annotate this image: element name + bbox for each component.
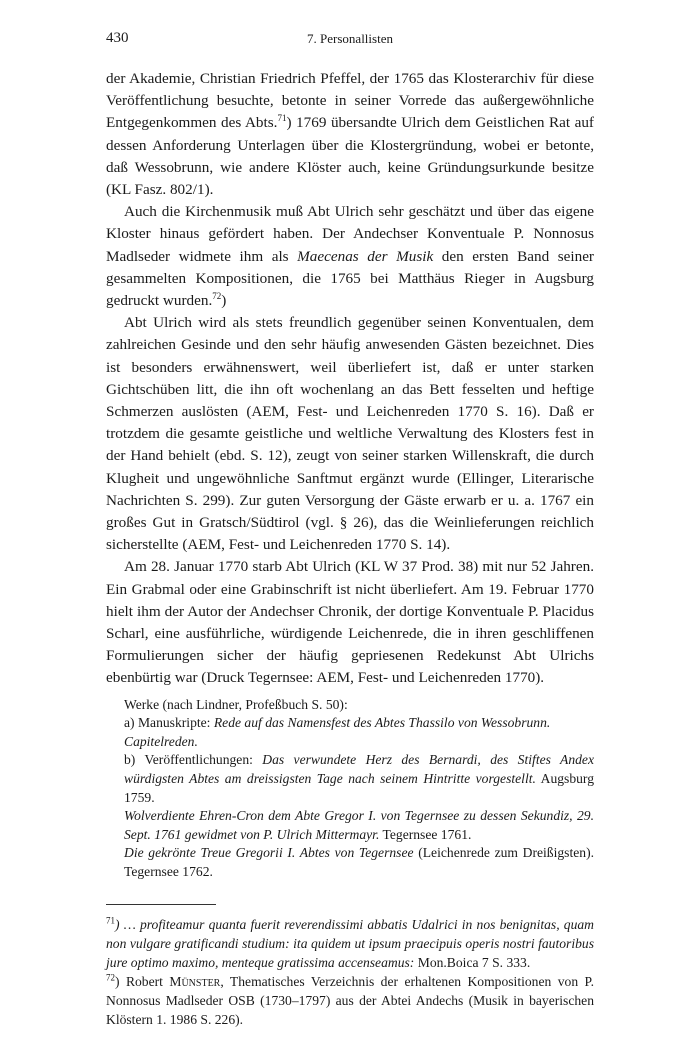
emphasis-maecenas: Maecenas der Musik	[297, 247, 434, 265]
works-manuscripts-2: Capitelreden.	[124, 733, 198, 749]
footnote-71: $^{71}$) … profiteamur quanta fuerit reverendissimi abbatis Udalrici in nos benignitas, quam non vulgare gratificandi studium: ita quidem ut ipsum praecipuis operis nostri fautoribus jure optimo maximo, menteque gratissima accenseamus: Mon.Boica 7 S. 333.	[106, 915, 594, 970]
paragraph-3: Abt Ulrich wird als stets freundlich gegenüber seinen Konventualen, dem zahlreichen Gesinde und den sehr häufig anwesenden Gästen bezeichnet. Dies ist besonders erwähnenswert, weil überliefert ist, daß er unter starken Gichtschüben litt, die ihn oft wochenlang an das Bett fesselten und heftige Schmerzen auslösten (AEM, Fest- und Leichenreden 1770 S. 16). Daß er trotzdem die gesamte geistliche und weltliche Verwaltung des Klosters fest in der Hand behielt (ebd. S. 12), zeugt von seiner starken Willenskraft, die durch Klugheit und ungewöhnliche Sanftmut ergänzt wurde (Ellinger, Literarische Nachrichten S. 299). Zur guten Versorgung der Gäste erwarb er u. a. 1767 ein großes Gut in Gratsch/Südtirol (vgl. § 26), das die Weinlieferungen reichlich sicherstellte (AEM, Fest- und Leichenreden 1770 S. 14).	[106, 314, 594, 554]
works-publications: b) Veröffentlichungen: Das verwundete Herz des Bernardi, des Stiftes Andex würdigsten Abtes am dreissigsten Tage nach seinem Hintritte vorgestellt. Augsburg 1759.	[124, 752, 594, 805]
works-manuscripts: a) Manuskripte: Rede auf das Namensfest des Abtes Thassilo von Wessobrunn.	[124, 715, 551, 731]
paragraph-1: der Akademie, Christian Friedrich Pfeffel, der 1765 das Klosterarchiv für diese Veröffentlichung besuchte, betonte in seiner Vorrede das außergewöhnliche Entgegenkommen des Abts.$^{71}$) 1769 übersandte Ulrich dem Geistlichen Rat auf dessen Anforderung Unterlagen über die Klostergründung, wobei er betonte, daß Wessobrunn, wie andere Klöster auch, keine Gründungsurkunde besitze (KL Fasz. 802/1).	[106, 70, 594, 199]
running-head: 7. Personallisten	[307, 31, 393, 46]
footnote-ref-71: 71	[277, 113, 287, 124]
page-number: 430	[106, 30, 129, 46]
works-publication-3: Die gekrönte Treue Gregorii I. Abtes von Tegernsee (Leichenrede zum Dreißigsten). Tegernsee 1762.	[124, 845, 595, 880]
works-heading: Werke (nach Lindner, Profeßbuch S. 50):	[124, 696, 348, 712]
paragraph-4: Am 28. Januar 1770 starb Abt Ulrich (KL W 37 Prod. 38) mit nur 52 Jahren. Ein Grabmal oder eine Grabinschrift ist nicht überliefert. Am 19. Februar 1770 hielt ihm der Autor der Andechser Chronik, der dortige Konventuale P. Placidus Scharl, eine ausführliche, würdigende Leichenrede, die in ihren geschliffenen Formulierungen sicher der häufig gepriesenen Redekunst Abt Ulrichs ebenbürtig war (Druck Tegernsee: AEM, Fest- und Leichenreden 1770).	[106, 558, 594, 687]
paragraph-2: Auch die Kirchenmusik muß Abt Ulrich sehr geschätzt und über das eigene Kloster hinaus gefördert haben. Der Andechser Konventuale P. Nonnosus Madlseder widmete ihm als Maecenas der Musik den ersten Band seiner gesammelten Kompositionen, die 1765 bei Matthäus Rieger in Augsburg gedruckt wurden.$^{72}$)	[106, 203, 594, 310]
footnote-ref-72: 72	[212, 290, 222, 301]
footnote-separator	[106, 904, 216, 905]
main-text	[106, 68, 594, 1029]
page-header	[106, 30, 594, 50]
footnote-72: $^{72}$) Robert Münster, Thematisches Verzeichnis der erhaltenen Kompositionen von P. Nonnosus Madlseder OSB (1730–1797) aus der Abtei Andechs (Musik in bayerischen Klöstern 1. 1986 S. 226).	[106, 972, 594, 1027]
works-publication-2: Wolverdiente Ehren-Cron dem Abte Gregor I. von Tegernsee zu dessen Sekundiz, 29. Sept. 1761 gewidmet von P. Ulrich Mittermayr. Tegernsee 1761.	[124, 808, 594, 842]
works-list	[106, 696, 594, 882]
